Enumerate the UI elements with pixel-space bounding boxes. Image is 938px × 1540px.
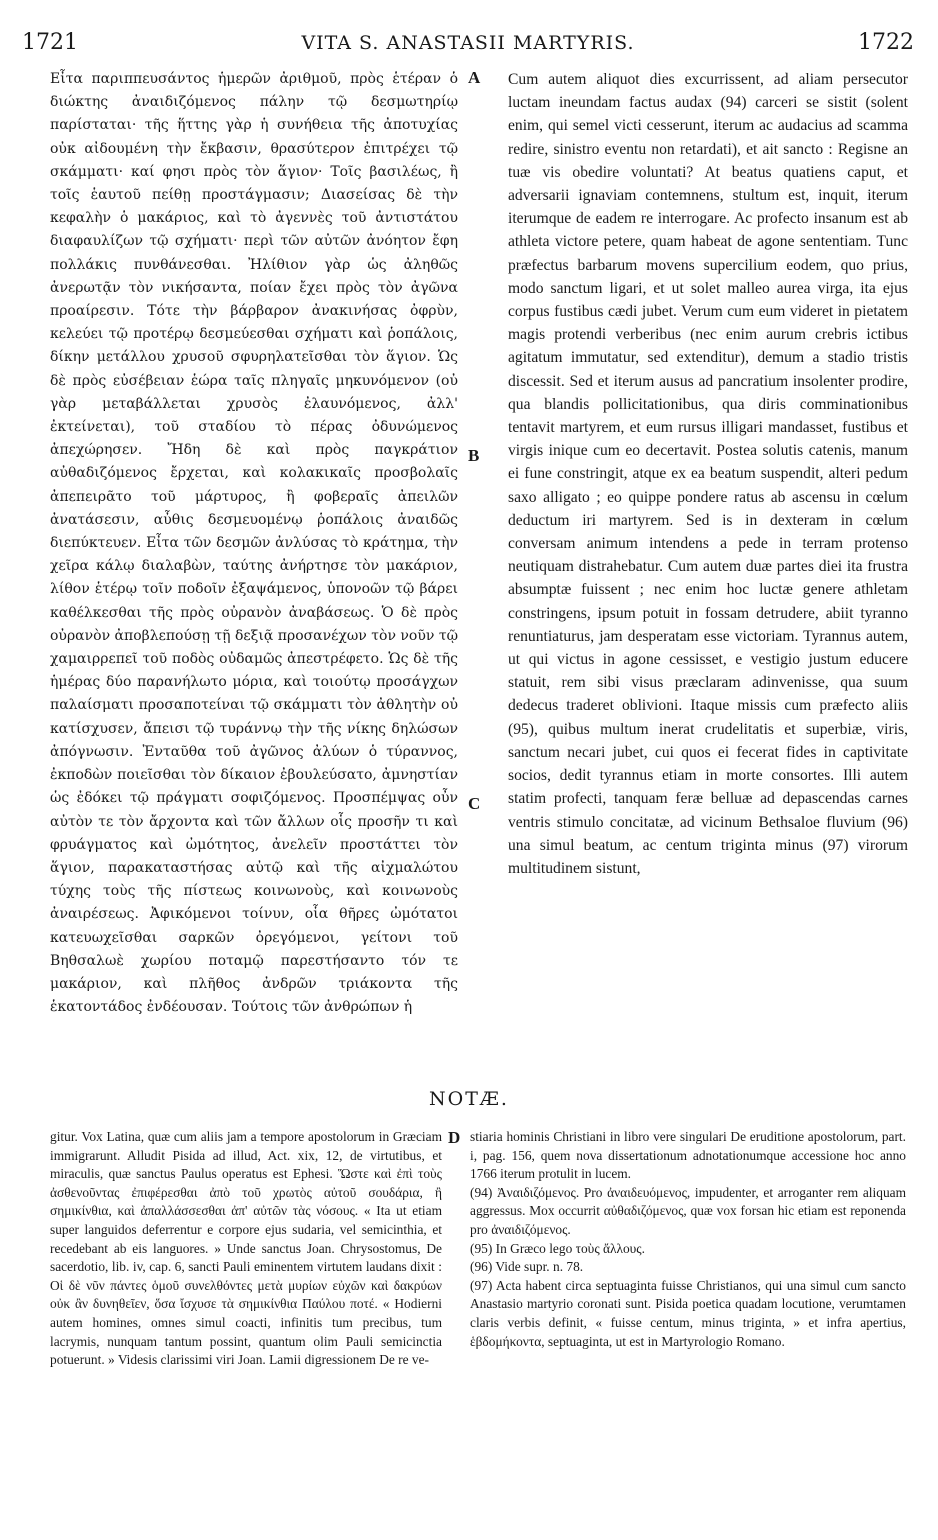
page-number-right: 1722	[858, 30, 914, 55]
page-header	[22, 30, 914, 58]
note-item: (97) Acta habent circa septuaginta fuisse Christianos, qui una simul cum sancto Anastasio martyrio coronati sunt. Pisida poetica quadam locutione, verumtamen claris verbis definit, « fuisse centum, minus triginta, » et infra apertius, ἑβδομήκοντα, septuaginta, ut est in Martyrologio Romano.	[470, 1277, 906, 1349]
notes-left-column	[50, 1128, 442, 1370]
note-item: stiaria hominis Christiani in libro vere singulari De eruditione apostolorum, part. i, pag. 156, quem nova dissertationum adnotationumque accessione hoc anno 1766 iterum protulit in lucem.	[470, 1129, 906, 1182]
greek-text: Εἶτα παριππευσάντος ἡμερῶν ἀριθμοῦ, πρὸς ἑτέραν ὁ διώκτης ἀναιδιζόμενος πάλην τῷ δεσμωτηρίῳ παρίσταται· τῆς ἥττης γὰρ ἡ συνήθεια τῆς ἀποτυχίας οὐκ αἰδουμένη τὴν ἔκβασιν, θρασύτερον ἐπιτρέχει τῷ σκάμματι· καί φησι πρὸς τὸν ἅγιον· Τοῖς βασιλέως, ἢ τοῖς ἑαυτοῦ πείθῃ προστάγμασιν; Διασείσας δὲ τὴν κεφαλὴν ὁ μακάριος, καὶ τὸ ἀγεννὲς τοῦ ἀντιστάτου διαφαυλίζων τῷ σχήματι· περὶ τῶν αὐτῶν ἀνόητον ἔφη πολλάκις πυνθάνεσθαι. Ἠλίθιον γὰρ ὡς ἀληθῶς ἀνερωτᾷν τὸν νικήσαντα, ποίαν ἔχει πρὸς τὸν ἀγῶνα προαίρεσιν. Τότε τὴν βάρβαρον ἀνακινήσας ὀφρὺν, κελεύει τῷ προτέρῳ δεσμεύεσθαι σχήματι καὶ ῥοπάλοις, δίκην μετάλλου χρυσοῦ σφυρηλατεῖσθαι τὸν ἅγιον. Ὡς δὲ πρὸς εὐσέβειαν ἑώρα ταῖς πληγαῖς μηκυνόμενον (οὐ γὰρ μεταβάλλεται χρυσὸς ἐλαυνόμενος, ἀλλ' ἐκτείνεται), τοῦ σταδίου τὸ πέρας ὀδυνώμενος ἀπεχώρησεν. Ἤδη δὲ καὶ πρὸς παγκράτιον αὐθαδιζόμενος ἔρχεται, καὶ κολακικαῖς προσβολαῖς ἀπεπειρᾶτο τοῦ μάρτυρος, ἢ φοβεραῖς ἀπειλῶν ἀνατάσεσιν, αὖθις δεσμευομένῳ ῥοπάλοις ἀναιδῶς διεπύκτευεν. Εἶτα τῶν δεσμῶν ἀνλύσας τὸ κράτημα, τὴν χεῖρα κάλῳ διαλαβὼν, ταύτης ἀνήρτησε τὸν μακάριον, λίθον ἑτέρῳ τοῖν ποδοῖν ἐξαψάμενος, ὑπονοῶν τῷ βάρει καθέλκεσθαι τῆς πρὸς οὐρανὸν ἀναβάσεως. Ὁ δὲ πρὸς οὐρανὸν ἀποβλεπούσῃ τῇ δεξιᾷ προσανέχων τὸν νοῦν τῷ χαμαιρρεπεῖ τοῦ ποδὸς οὐδαμῶς ἀπεστρέφετο. Ὡς δὲ τῆς ἡμέρας δύο παρανήλωτο μόρια, καὶ τοιούτῳ προσάγχων παλαίσματι προσαποτείναι τῷ σκάμματι τὸν ἀθλητὴν οὐ κατίσχυσεν, ἄπεισι τῷ τυράννῳ τὴν τῆς νίκης δηλώσων ἀπόγνωσιν. Ἐνταῦθα τοῦ ἀγῶνος ἀλύων ὁ τύραννος, ἐκποδὼν ποιεῖσθαι τὸν δίκαιον ἐβουλεύσατο, ἀμνηστίαν ὡς ἐδόκει τῷ πράγματι σοφιζόμενος. Προσπέμψας οὖν αὐτὸν τε τὸν ἄρχοντα καὶ τῶν ἄλλων οἷς προσῆν τι καὶ φρυάγματος καὶ ὠμότητος, ἀνελεῖν προστάττει τὸν ἅγιον, παρακαταστήσας αὐτῷ καὶ τῆς αἰχμαλώτου τύχης τοὺς τῆς πίστεως κοινωνοὺς, καὶ κοινωνοὺς ἀναιρέσεως. Ἀφικόμενοι τοίνυν, οἷα θῆρες ὠμότατοι κατευωχεῖσθαι σαρκῶν ὀρεγόμενοι, γείτονι τοῦ Βηθσαλωὲ χωρίου ποταμῷ παρεστήσαντο τόν τε μακάριον, καὶ πλῆθος ἀνδρῶν τριάκοντα τῆς ἑκατοντάδος ἐνδέουσαν. Τούτοις τῶν ἀνθρώπων ἡ	[50, 71, 458, 1016]
note-continuation: gitur. Vox Latina, quæ cum aliis jam a tempore apostolorum in Græciam immigrarunt. Alludit Pisida ad illud, Act. xix, 12, de virtutibus, et miraculis, quæ sanctus Paulus operatus est Ephesi. Ὥστε καὶ ἐπὶ τοὺς ἀσθενοῦντας ἐπιφέρεσθαι ἀπὸ τοῦ χρωτὸς αὐτοῦ σουδάρια, ἢ σημικίνθια, καὶ ἀπαλλάσσεσθαι ἀπ' αὐτῶν τὰς νόσους. « Ita ut etiam super languidos deferrentur e corpore ejus sudaria, vel semicinthia, et recedebant ab eis languores. » Unde sanctus Joan. Chrysostomus, De sacerdotio, lib. iv, cap. 6, sancti Pauli eminentem virtutem laudans dixit : Οἱ δὲ νῦν πάντες ὁμοῦ συνελθόντες μετὰ μυρίων εὐχῶν καὶ δακρύων οὐκ ἂν δυνηθεῖεν, ὅσα ἴσχυσε τὰ σημικίνθια Παύλου ποτέ. « Hodierni autem homines, omnes simul coacti, infinitis tum precibus, tum lacrymis, nunquam tantum possint, quantum olim Pauli semicinctia potuerunt. » Videsis clarissimi viri Joan. Lamii digressionem De re ve-	[50, 1129, 442, 1368]
note-item: (95) In Græco lego τοὺς ἄλλους.	[470, 1240, 645, 1256]
latin-text: Cum autem aliquot dies excurrissent, ad aliam persecutor luctam ineundam factus audax (94) carceri se sistit (solent enim, qui semel victi cesserunt, iterum ac audacius ad scamma redire, sinistro eventu non retardati), et ait sancto : Regisne an tuæ vis obedire voluntati? At beatus quatiens caput, et adversarii ignaviam contemnens, stultum est, inquit, iterum iterumque de eadem re interrogare. Ac profecto insanum est ab athleta victore petere, quam habeat de agone sententiam. Tunc præfectus barbarum movens supercilium eodem, quo prius, modo sanctum ligari, et ut solet malleo aurea virga, ita ejus corpus fustibus cædi jubet. Verum cum eum videret in pietatem magis protendi verberibus (nec enim aurum crebris ictibus agitatum immutatur, sed extenditur), demum a stadio tristis discessit. Sed et iterum ausus ad pancratium insolenter prodire, qua blandis pollicitationibus, qua diris comminationibus tentavit martyrem, et eum rursus illigari mandasset, fustibus et virgis inique cum eo decertavit. Postea solutis catenis, manum ei fune constringit, atque ex ea beatum suspendit, alteri pedum saxo alligato ; eo quippe pondere ratus ab ascensu in cœlum deductum iri martyrem. Sed is in dexteram in cœlum conversam animum intendens a pede in terram protenso neutiquam distrahebatur. Cum autem duæ partes diei ita frustra absumptæ fuissent ; nec enim hoc luctæ genere athletam constringens, ipsum potuit in fossam detrudere, abiit tyranno renuntiaturus, jam desperatam esse victoriam. Tyrannus autem, ut qui victus in agone cessisset, e vestigio justum educere statuit, rem sibi visus præclaram adinvenisse, qua suum dedecus traderet oblivioni. Itaque missis cum præfecto aliis (95), quibus multum inerat crudelitatis et superbiæ, viris, sanctum necari jubet, cui quos ei fecerat fides in captivitate socios, dedit tyrannus etiam in morte consortes. Illi autem statim profecti, tanquam feræ belluæ ad depascendas carnes ventris stimulo concitatæ, ad vicinum Bethsaloe fluvium (96) una simul beatum, ac centum triginta minus (97) virorum multitudinem sistunt,	[508, 71, 908, 877]
section-marker-b: B	[468, 446, 480, 465]
notes-right-column	[470, 1128, 906, 1351]
section-marker-a: A	[468, 68, 481, 87]
latin-column	[508, 68, 908, 880]
greek-column	[50, 68, 458, 1019]
notes-heading: NOTÆ.	[429, 1088, 509, 1110]
section-marker-c: C	[468, 794, 481, 813]
section-marker-d: D	[448, 1128, 461, 1147]
note-item: (96) Vide supr. n. 78.	[470, 1259, 584, 1275]
page-number-left: 1721	[22, 30, 78, 55]
note-item: (94) Ἀναιδιζόμενος. Pro ἀναιδευόμενος, impudenter, et arroganter rem aliquam aggressus. Mox occurrit αὐθαδιζόμενος, quæ vox forsan hic etiam est reponenda pro ἀναιδιζόμενος.	[470, 1184, 906, 1237]
running-title: VITA S. ANASTASII MARTYRIS.	[301, 32, 635, 54]
